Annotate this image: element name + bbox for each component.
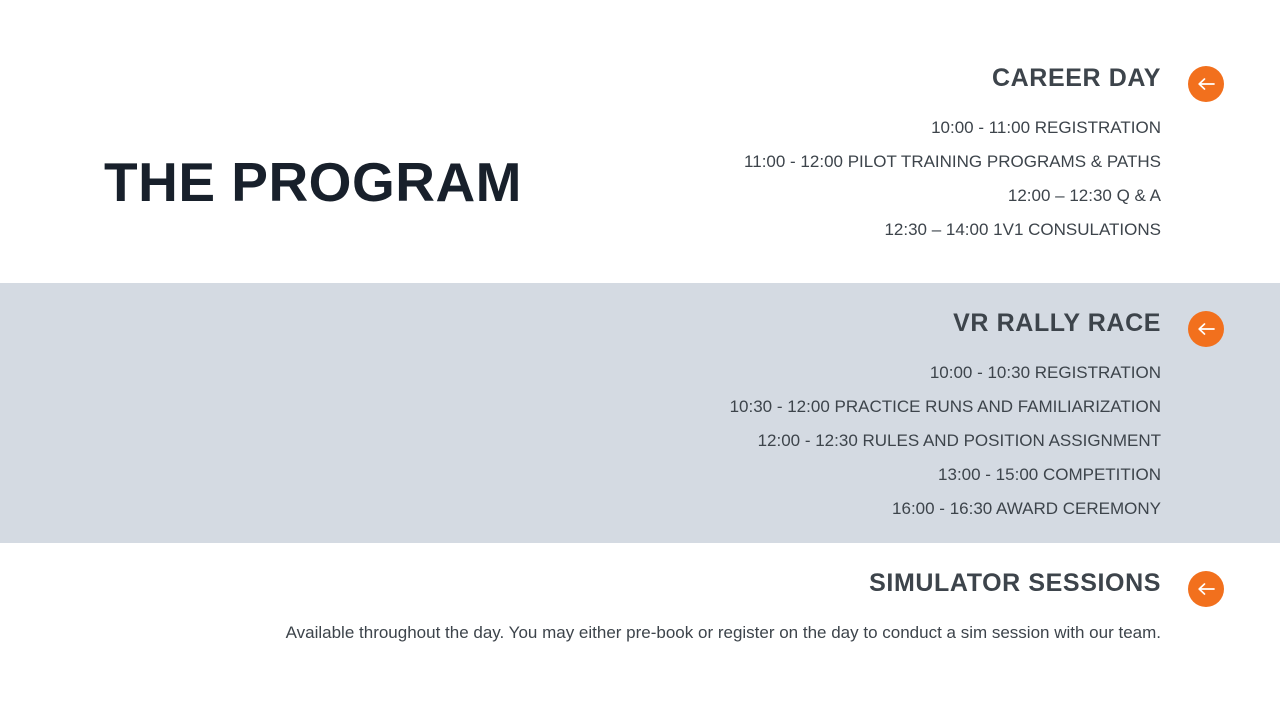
list-item: 16:00 - 16:30 AWARD CEREMONY (892, 499, 1161, 518)
arrow-left-icon-simulator-sessions[interactable] (1188, 571, 1224, 607)
schedule-list-career-day (744, 111, 1161, 247)
arrow-left-icon-vr-rally-race[interactable] (1188, 311, 1224, 347)
section-heading-vr-rally-race: VR RALLY RACE (953, 309, 1161, 337)
list-item: 12:30 – 14:00 1V1 CONSULATIONS (884, 220, 1161, 239)
page-title: THE PROGRAM (104, 150, 522, 213)
section-simulator-sessions (281, 571, 1161, 650)
arrow-left-icon-career-day[interactable] (1188, 66, 1224, 102)
section-note-simulator-sessions: Available throughout the day. You may either pre-book or register on the day to conduct a sim session with our team. (285, 623, 1161, 642)
section-heading-career-day: CAREER DAY (991, 64, 1161, 92)
list-item: 11:00 - 12:00 PILOT TRAINING PROGRAMS & PATHS (744, 152, 1161, 171)
section-career-day (744, 66, 1161, 247)
list-item: 13:00 - 15:00 COMPETITION (938, 465, 1161, 484)
list-item: 10:00 - 11:00 REGISTRATION (931, 118, 1161, 137)
schedule-list-vr-rally-race (730, 356, 1161, 526)
section-vr-rally-race (730, 311, 1161, 526)
list-item: 12:00 – 12:30 Q & A (1007, 186, 1161, 205)
list-item: 12:00 - 12:30 RULES AND POSITION ASSIGNMENT (757, 431, 1161, 450)
list-item: 10:30 - 12:00 PRACTICE RUNS AND FAMILIARIZATION (729, 397, 1161, 416)
list-item: 10:00 - 10:30 REGISTRATION (929, 363, 1161, 382)
section-heading-simulator-sessions: SIMULATOR SESSIONS (869, 569, 1161, 597)
